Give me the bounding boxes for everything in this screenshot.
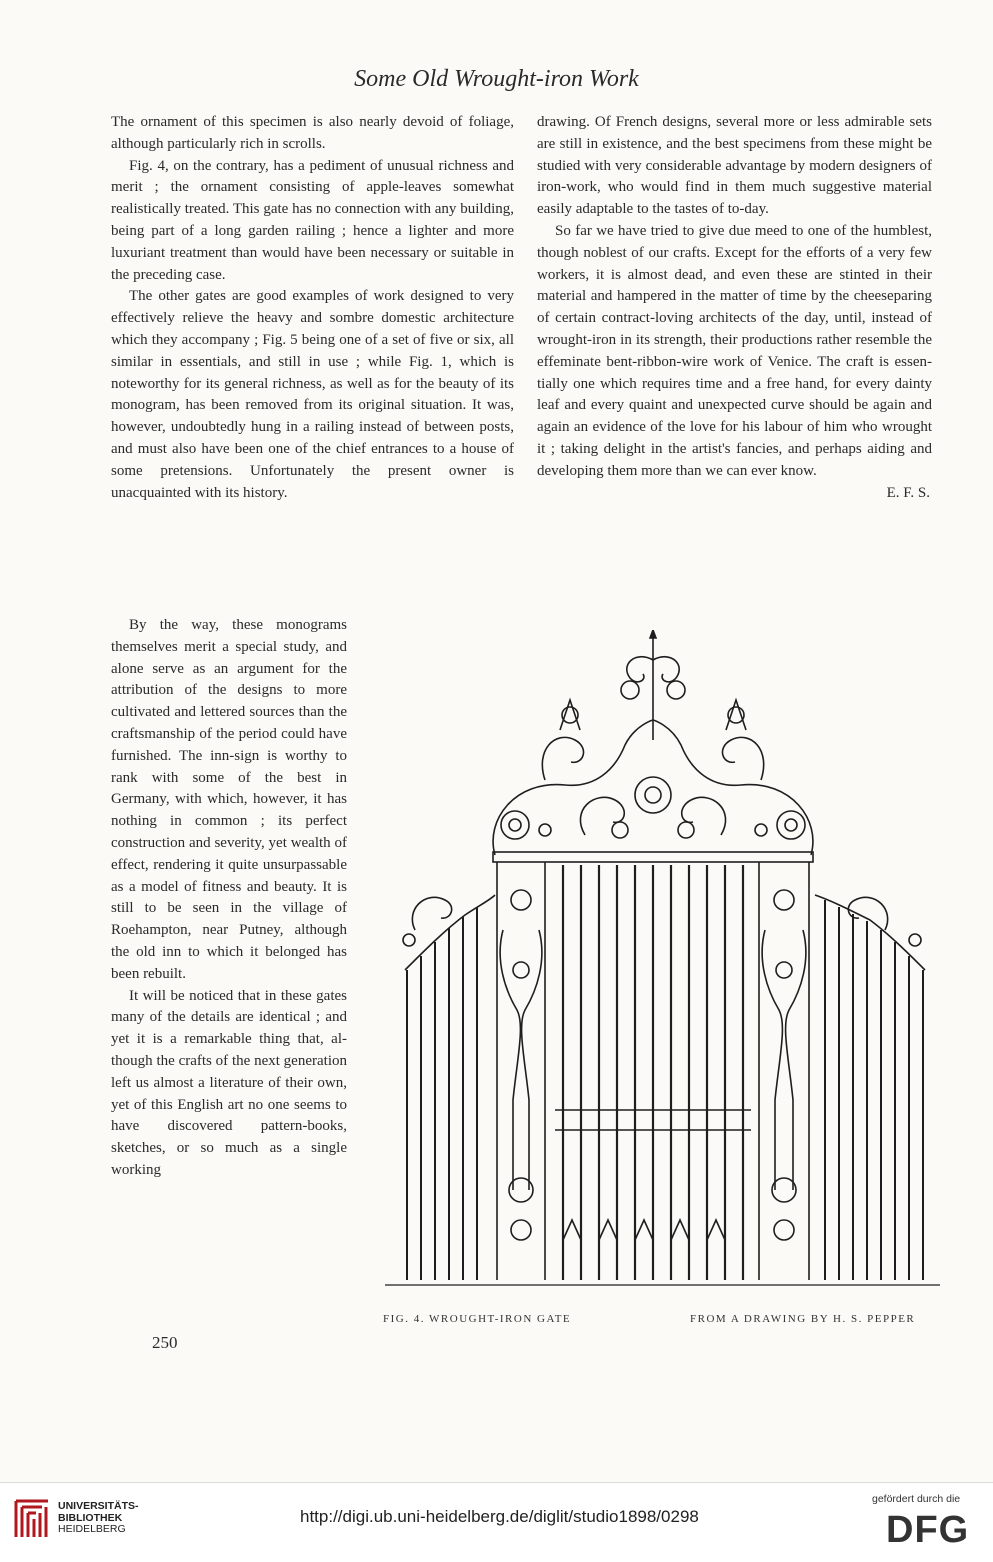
paragraph: The ornament of this specimen is also nearly devoid of foliage, although particularly rich in scrolls. bbox=[111, 114, 514, 152]
left-column bbox=[111, 112, 514, 504]
gate-illustration bbox=[385, 630, 945, 1305]
paragraph: By the way, these monograms themselves merit a special study, and alone serve as an argument for the attribution of the designs to more cultivated and lettered sources than the craftsmanship of the period could have furnished. The inn-sign is worthy to rank with some of the best in Germany, with which, however, it has nothing in common ; its perfect construction and severity, yet wealth of effect, rendering it quite unsurpassable as a model of fitness and beauty. It is still to be seen in the village of Roehampton, near Putney, although the old inn to which it belonged has been rebuilt. bbox=[111, 617, 347, 982]
library-logo-icon bbox=[12, 1497, 52, 1541]
right-column bbox=[537, 112, 932, 504]
paragraph: So far we have tried to give due meed to one of the humblest, though noblest of our crafts. Except for the efforts of a very few workers, it is almost dead, and even these are stinted in their material and hampered in the matter of time by the cheeseparing of certain contract-loving architects of the day, until, instead of wrought-iron in its strength, their productions rather resemble the effeminate bent-ribbon-wire work of Venice. The craft is essentially one which requires time and a free hand, for every dainty leaf and every quaint and unexpected curve should be again and again an evidence of the love for his labour of him who wrought it ; taking delight in the artist's fancies, and perhaps aiding and developing them more than we can ever know. bbox=[537, 222, 932, 479]
digitization-footer bbox=[0, 1482, 993, 1562]
permalink[interactable]: http://digi.ub.uni-heidelberg.de/diglit/studio1898/0298 bbox=[300, 1507, 699, 1526]
paragraph: It will be noticed that in these gates many of the details are identical ; and yet it is a remarkable thing that, although the crafts of the next generation left us almost a literature of their own, yet of this English art no one seems to have discovered pattern-books, sketches, or so much as a single working bbox=[111, 987, 347, 1178]
author-signature: E. F. S. bbox=[886, 484, 930, 501]
library-name: UNIVERSITÄTS- BIBLIOTHEK HEIDELBERG bbox=[58, 1500, 139, 1535]
narrow-column bbox=[111, 615, 347, 1182]
running-header: Some Old Wrought-iron Work bbox=[354, 66, 639, 92]
paragraph: drawing. Of French designs, several more or less admirable sets are still in existence, and the best specimens from these might be studied with very considerable advantage by modern designers of iron-work, who would find in them much suggestive material easily adaptable to the tastes of to-day. bbox=[537, 114, 932, 218]
paragraph: The other gates are good examples of work designed to very effectively relieve the heavy and sombre domestic architecture which they accompany ; Fig. 5 being one of a set of five or six, all similar in essentials, and still in use ; while Fig. 1, which is noteworthy for its general richness, as well as for the beauty of its monogram, has been removed from its original situation. It was, however, undoubtedly hung in a railing instead of between posts, and must also have been one of the chief entrances to a house of some pretensions. Unfortunately the present owner is unacquainted with its history. bbox=[111, 288, 514, 501]
dfg-logo: DFG bbox=[886, 1509, 970, 1551]
figure-credit: FROM A DRAWING BY H. S. PEPPER bbox=[690, 1313, 916, 1325]
figure-caption: FIG. 4. WROUGHT-IRON GATE bbox=[383, 1313, 572, 1325]
page-number: 250 bbox=[152, 1333, 178, 1352]
paragraph: Fig. 4, on the contrary, has a pediment of unusual richness and merit ; the ornament consisting of apple-leaves somewhat realistically treated. This gate has no connection with any building, being part of a long garden railing ; hence a lighter and more luxuriant treatment than would have been necessary or suitable in the preceding case. bbox=[111, 157, 514, 283]
funded-by-label: gefördert durch die bbox=[872, 1493, 961, 1505]
